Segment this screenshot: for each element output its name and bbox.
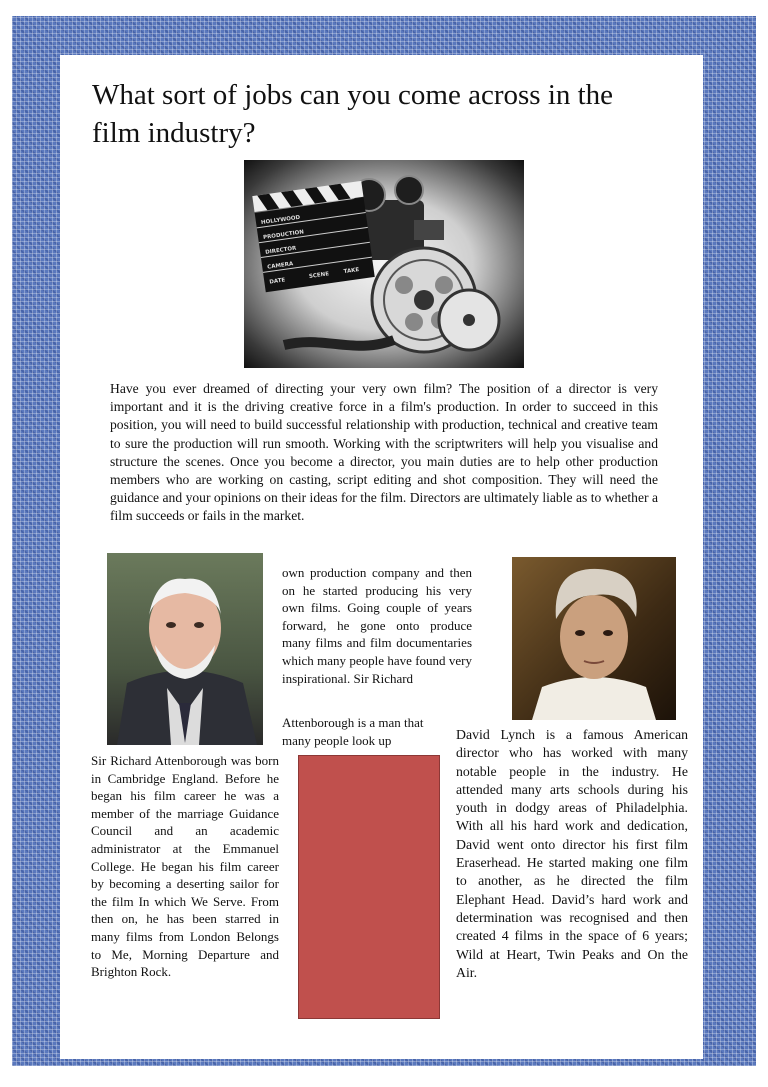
svg-text:HOLLYWOOD: HOLLYWOOD [260, 214, 301, 227]
portrait-icon [512, 557, 676, 720]
film-clapperboard-reels-icon [244, 160, 524, 368]
svg-text:SCENE: SCENE [308, 271, 330, 281]
intro-paragraph: Have you ever dreamed of directing your very own film? The position of a director is very important and it is the driving creative force in a film's production. In order to succeed in this position, you will need to build successful relationship with production, technical and creative team to sure the production will run smooth. Working with the scriptwriters will help you visualise and structure the scenes. Once you become a director, you main duties are to help other production members who are working on casting, script editing and shot composition. They will need the guidance and your opinions on their ideas for the film. Directors are ultimately liable as to whether a film succeeds or fails in the market. [110, 381, 658, 524]
lynch-paragraph: David Lynch is a famous American director who has worked with many notable people in the industry. He attended many arts schools during his youth in dodgy areas of Philadelphia. With all his hard work and dedication, David went onto director his first film Eraserhead. He started making one film to another, as he directed the film Elephant Head. David’s hard work and determination was recognised and then created 4 films in the space of 6 years; Wild at Heart, Twin Peaks and On the Air. [456, 727, 688, 980]
red-placeholder-box [298, 755, 440, 1019]
middle-column-text-top: own production company and then on he started producing his very own films. Going couple of years forward, he gone onto produce many films and film documentaries which many people have found very inspirational. Sir Richard [282, 565, 472, 686]
david-lynch-photo [512, 557, 676, 720]
svg-text:PRODUCTION: PRODUCTION [262, 229, 305, 242]
svg-text:DIRECTOR: DIRECTOR [264, 245, 297, 256]
richard-attenborough-photo [107, 553, 263, 745]
film-equipment-image [244, 160, 524, 368]
middle-column-text-bottom: Attenborough is a man that many people look up [282, 715, 424, 748]
svg-text:TAKE: TAKE [343, 267, 360, 276]
page-title: What sort of jobs can you come across in the film industry? [92, 79, 614, 149]
svg-text:DATE: DATE [269, 277, 286, 286]
portrait-icon [107, 553, 263, 745]
svg-text:CAMERA: CAMERA [266, 261, 294, 271]
attenborough-paragraph: Sir Richard Attenborough was born in Cambridge England. Before he began his film career he was a member of the marriage Guidance Council and an academic administrator at the Emmanuel College. He began his film career by becoming a deserting sailor for the film In which We Serve. From then on, he has been starred in many films from London Belongs to Me, Morning Departure and Brighton Rock. [91, 753, 279, 980]
